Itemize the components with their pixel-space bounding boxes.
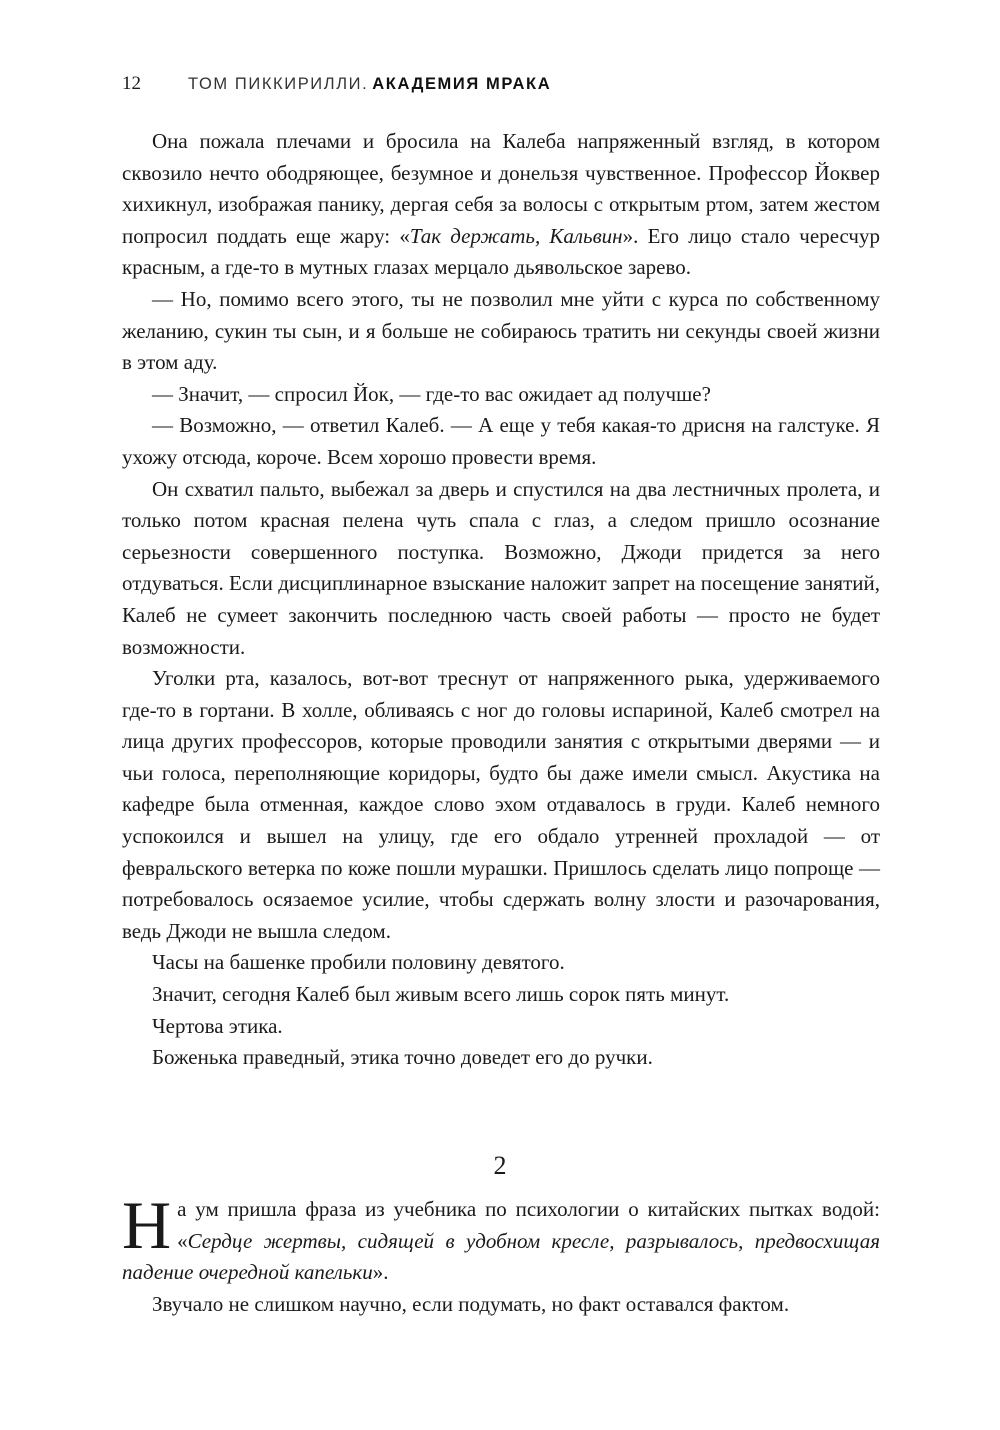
paragraph: Он схватил пальто, выбежал за дверь и спустился на два лестничных пролета, и только потом красная пелена чуть спала с глаз, а следом пришло осознание серьезности совершенного поступка. Возможно, Джоди придется за него отдуваться. Если дисциплинарное взыскание наложит запрет на посещение занятий, Калеб не сумеет закончить последнюю часть своей работы — просто не будет возможности. <box>122 476 880 659</box>
author-name: ТОМ ПИККИРИЛЛИ. <box>188 75 369 93</box>
paragraph: Звучало не слишком научно, если подумать, но факт оставался фактом. <box>152 1291 790 1316</box>
italic-quote: Сердце жертвы, сидящей в удобном кресле, разрывалось, предвосхищая падение очередной капельки <box>122 1228 880 1285</box>
book-title: АКАДЕМИЯ МРАКА <box>372 75 552 93</box>
paragraph: — Возможно, — ответил Калеб. — А еще у тебя какая-то дрисня на галстуке. Я ухожу отсюда, короче. Всем хорошо провести время. <box>122 413 880 469</box>
paragraph: — Но, помимо всего этого, ты не позволил мне уйти с курса по собственному желанию, сукин ты сын, и я больше не собираюсь тратить ни секунды своей жизни в этом аду. <box>122 286 880 375</box>
paragraph: — Значит, — спросил Йок, — где-то вас ожидает ад получше? <box>152 381 711 406</box>
paragraph: На ум пришла фраза из учебника по психологии о китайских пытках водой: «Сердце жертвы, сидящей в удобном кресле, разрывалось, предвосхищая падение очередной капельки». <box>122 1187 880 1285</box>
body-text <box>122 126 880 1074</box>
paragraph: Значит, сегодня Калеб был живым всего лишь сорок пять минут. <box>152 982 730 1007</box>
italic-quote: Так держать, Кальвин <box>409 223 623 248</box>
paragraph: Уголки рта, казалось, вот-вот треснут от напряженного рыка, удерживаемого где-то в гортани. В холле, обливаясь с ног до головы испариной, Калеб смотрел на лица других профессоров, которые проводили занятия с открытыми дверями — и чьи голоса, переполняющие коридоры, будто бы даже имели смысл. Акустика на кафедре была отменная, каждое слово эхом отдавалось в груди. Калеб немного успокоился и вышел на улицу, где его обдало утренней прохладой — от февральского ветерка по коже пошли мурашки. Пришлось сделать лицо попроще — потребовалось осязаемое усилие, чтобы сдержать волну злости и разочарования, ведь Джоди не вышла следом. <box>122 666 880 943</box>
page-number: 12 <box>122 73 141 94</box>
paragraph: Боженька праведный, этика точно доведет его до ручки. <box>152 1045 653 1070</box>
drop-cap: Н <box>122 1187 172 1263</box>
paragraph: Чертова этика. <box>152 1013 283 1038</box>
running-header <box>122 70 551 99</box>
paragraph: Она пожала плечами и бросила на Калеба напряженный взгляд, в котором сквозило нечто ободряющее, безумное и донельзя чувственное. Профессор Йоквер хихикнул, изображая панику, дергая себя за волосы с открытым ртом, затем жестом попросил поддать еще жару: «Так держать, Кальвин». Его лицо стало чересчур красным, а где-то в мутных глазах мерцало дьявольское зарево. <box>122 129 880 280</box>
paragraph: Часы на башенке пробили половину девятого. <box>152 950 565 975</box>
chapter-opening <box>122 1187 880 1320</box>
chapter-number: 2 <box>493 1151 507 1180</box>
